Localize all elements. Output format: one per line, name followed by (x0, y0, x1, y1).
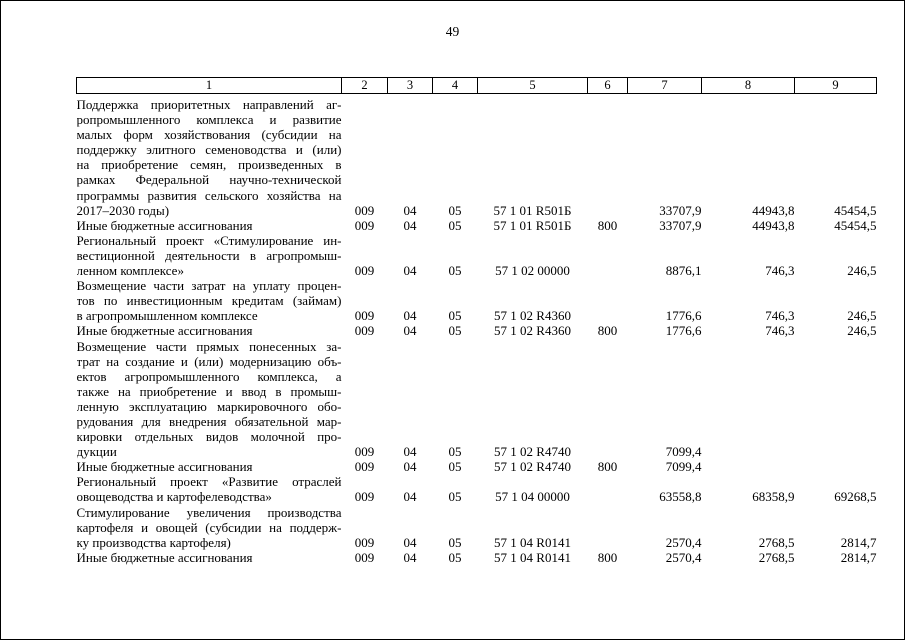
cell-col-5: 57 1 02 R4360 (494, 308, 571, 324)
cell-col-2: 009 (354, 323, 375, 339)
text-line: кировки отдельных видов молочной про- (76, 429, 342, 445)
cell-name (77, 474, 342, 504)
cell-col-5: 57 1 04 R0141 (494, 549, 571, 565)
column-header: 8 (702, 78, 795, 94)
cell-col-2: 009 (354, 263, 375, 279)
cell-col-5: 57 1 04 R0141 (494, 534, 571, 550)
text-line: Иные бюджетные ассигнования (76, 459, 253, 475)
cell-col-4: 05 (448, 323, 462, 339)
cell-col-4: 05 (448, 308, 462, 324)
column-header: 5 (478, 78, 588, 94)
cell-col-4: 05 (448, 459, 462, 475)
cell-col-9: 69268,5 (834, 489, 877, 505)
cell-col-2: 009 (354, 217, 375, 233)
cell-col-6: 800 (597, 323, 618, 339)
table-row (77, 218, 877, 233)
table-row (77, 550, 877, 565)
cell-col-2: 009 (354, 202, 375, 218)
column-header: 2 (342, 78, 388, 94)
text-line: дукции (76, 444, 117, 460)
text-line: также на приобретение и ввод в промыш- (76, 383, 342, 399)
column-header: 7 (628, 78, 702, 94)
cell-col-8: 746,3 (765, 308, 795, 324)
cell-col-5: 57 1 02 R4740 (494, 444, 571, 460)
cell-col-9: 45454,5 (834, 202, 877, 218)
cell-name (77, 233, 342, 278)
cell-col-8: 746,3 (765, 263, 795, 279)
cell-col-3: 04 (403, 263, 417, 279)
cell-col-4: 05 (448, 202, 462, 218)
cell-col-2: 009 (354, 534, 375, 550)
page-number: 49 (445, 24, 460, 39)
column-header: 9 (795, 78, 877, 94)
cell-name (77, 459, 342, 474)
cell-col-5: 57 1 01 R501Б (493, 202, 572, 218)
text-line: Региональный проект «Стимулирование ин- (76, 232, 342, 248)
cell-name (77, 339, 342, 460)
text-line: рамках Федеральной научно-технической (76, 172, 342, 188)
cell-col-3: 04 (403, 217, 417, 233)
cell-col-6: 800 (597, 459, 618, 475)
table-row (77, 233, 877, 278)
text-line: ектов агропромышленного комплекса, а (76, 368, 342, 384)
cell-col-5: 57 1 04 00000 (495, 489, 570, 505)
cell-col-8: 2768,5 (758, 534, 795, 550)
cell-name (77, 323, 342, 338)
cell-col-8 (702, 459, 795, 474)
cell-col-9: 2814,7 (840, 549, 877, 565)
cell-col-7: 33707,9 (659, 217, 702, 233)
text-line: ку производства картофеля) (76, 534, 231, 550)
cell-col-3: 04 (403, 202, 417, 218)
column-header: 3 (388, 78, 433, 94)
text-line: вестиционной деятельности в агропромыш- (76, 247, 342, 263)
text-line: тов по инвестиционным кредитам (займам) (76, 293, 342, 309)
cell-col-9: 246,5 (847, 308, 877, 324)
cell-col-2: 009 (354, 489, 375, 505)
column-header: 6 (588, 78, 628, 94)
cell-col-2: 009 (354, 308, 375, 324)
cell-col-4: 05 (448, 549, 462, 565)
table-row (77, 278, 877, 323)
text-line: ропромышленного комплекса и развитие (76, 112, 342, 128)
text-line: овощеводства и картофелеводства» (76, 489, 272, 505)
text-line: на приобретение семян, произведенных в (76, 157, 342, 173)
cell-col-5: 57 1 02 00000 (495, 263, 570, 279)
cell-col-4: 05 (448, 534, 462, 550)
cell-col-3: 04 (403, 459, 417, 475)
cell-col-6 (588, 278, 628, 323)
cell-col-3: 04 (403, 534, 417, 550)
cell-col-6 (588, 233, 628, 278)
text-line: трат на создание и (или) модернизацию объ- (76, 353, 342, 369)
table-row (77, 459, 877, 474)
cell-col-7: 33707,9 (659, 202, 702, 218)
cell-col-4: 05 (448, 217, 462, 233)
cell-col-8: 2768,5 (758, 549, 795, 565)
cell-col-2: 009 (354, 549, 375, 565)
cell-col-7: 2570,4 (665, 549, 702, 565)
cell-col-6 (588, 505, 628, 550)
table-row (77, 339, 877, 460)
cell-col-6 (588, 94, 628, 218)
cell-name (77, 550, 342, 565)
cell-col-4: 05 (448, 444, 462, 460)
text-line: Региональный проект «Развитие отраслей (76, 474, 342, 490)
cell-col-8: 44943,8 (752, 202, 795, 218)
cell-col-2: 009 (354, 459, 375, 475)
cell-col-9: 2814,7 (840, 534, 877, 550)
text-line: картофеля и овощей (субсидии на поддерж- (76, 519, 342, 535)
cell-col-8: 44943,8 (752, 217, 795, 233)
cell-col-7: 2570,4 (665, 534, 702, 550)
text-line: Поддержка приоритетных направлений аг- (76, 97, 342, 112)
cell-name (77, 218, 342, 233)
table-body (77, 94, 877, 565)
table-header-row (77, 78, 877, 94)
cell-col-4: 05 (448, 489, 462, 505)
text-line: 2017–2030 годы) (76, 202, 170, 218)
column-header: 1 (77, 78, 342, 94)
cell-name (77, 505, 342, 550)
cell-col-7: 1776,6 (665, 323, 702, 339)
text-line: поддержку элитного семеноводства и (или) (76, 142, 342, 158)
cell-col-5: 57 1 02 R4360 (494, 323, 571, 339)
cell-col-8: 68358,9 (752, 489, 795, 505)
table-header (77, 78, 877, 94)
cell-col-7: 1776,6 (665, 308, 702, 324)
cell-col-6: 800 (597, 549, 618, 565)
cell-col-6: 800 (597, 217, 618, 233)
cell-name (77, 278, 342, 323)
text-line: в агропромышленном комплексе (76, 308, 258, 324)
cell-col-4: 05 (448, 263, 462, 279)
cell-col-3: 04 (403, 549, 417, 565)
cell-col-2: 009 (354, 444, 375, 460)
text-line: рудования для внедрения обязательной мар- (76, 413, 342, 429)
cell-col-5: 57 1 01 R501Б (493, 217, 572, 233)
cell-col-9: 246,5 (847, 263, 877, 279)
text-line: Стимулирование увеличения производства (76, 504, 342, 520)
cell-col-5: 57 1 02 R4740 (494, 459, 571, 475)
text-line: Возмещение части затрат на уплату процен- (76, 278, 342, 294)
column-header: 4 (433, 78, 478, 94)
budget-table (76, 77, 877, 565)
table-row (77, 474, 877, 504)
text-line: Возмещение части прямых понесенных за- (76, 338, 342, 354)
cell-col-7: 7099,4 (665, 459, 702, 475)
text-line: Иные бюджетные ассигнования (76, 549, 253, 565)
table-row (77, 323, 877, 338)
cell-col-9: 246,5 (847, 323, 877, 339)
cell-name (77, 94, 342, 218)
cell-col-9 (795, 459, 877, 474)
text-line: малых форм хозяйствования (субсидии на (76, 127, 342, 143)
cell-col-8: 746,3 (765, 323, 795, 339)
cell-col-7: 7099,4 (665, 444, 702, 460)
cell-col-7: 63558,8 (659, 489, 702, 505)
cell-col-6 (588, 339, 628, 460)
cell-col-3: 04 (403, 308, 417, 324)
table-row (77, 505, 877, 550)
cell-col-3: 04 (403, 323, 417, 339)
text-line: ленную эксплуатацию маркировочного обо- (76, 398, 342, 414)
cell-col-8 (702, 339, 795, 460)
cell-col-3: 04 (403, 489, 417, 505)
cell-col-9: 45454,5 (834, 217, 877, 233)
text-line: Иные бюджетные ассигнования (76, 217, 253, 233)
cell-col-9 (795, 339, 877, 460)
text-line: программы развития сельского хозяйства на (76, 187, 342, 203)
text-line: ленном комплексе» (76, 263, 184, 279)
text-line: Иные бюджетные ассигнования (76, 323, 253, 339)
cell-col-6 (588, 474, 628, 504)
cell-col-3: 04 (403, 444, 417, 460)
table-row (77, 94, 877, 218)
cell-col-7: 8876,1 (665, 263, 702, 279)
